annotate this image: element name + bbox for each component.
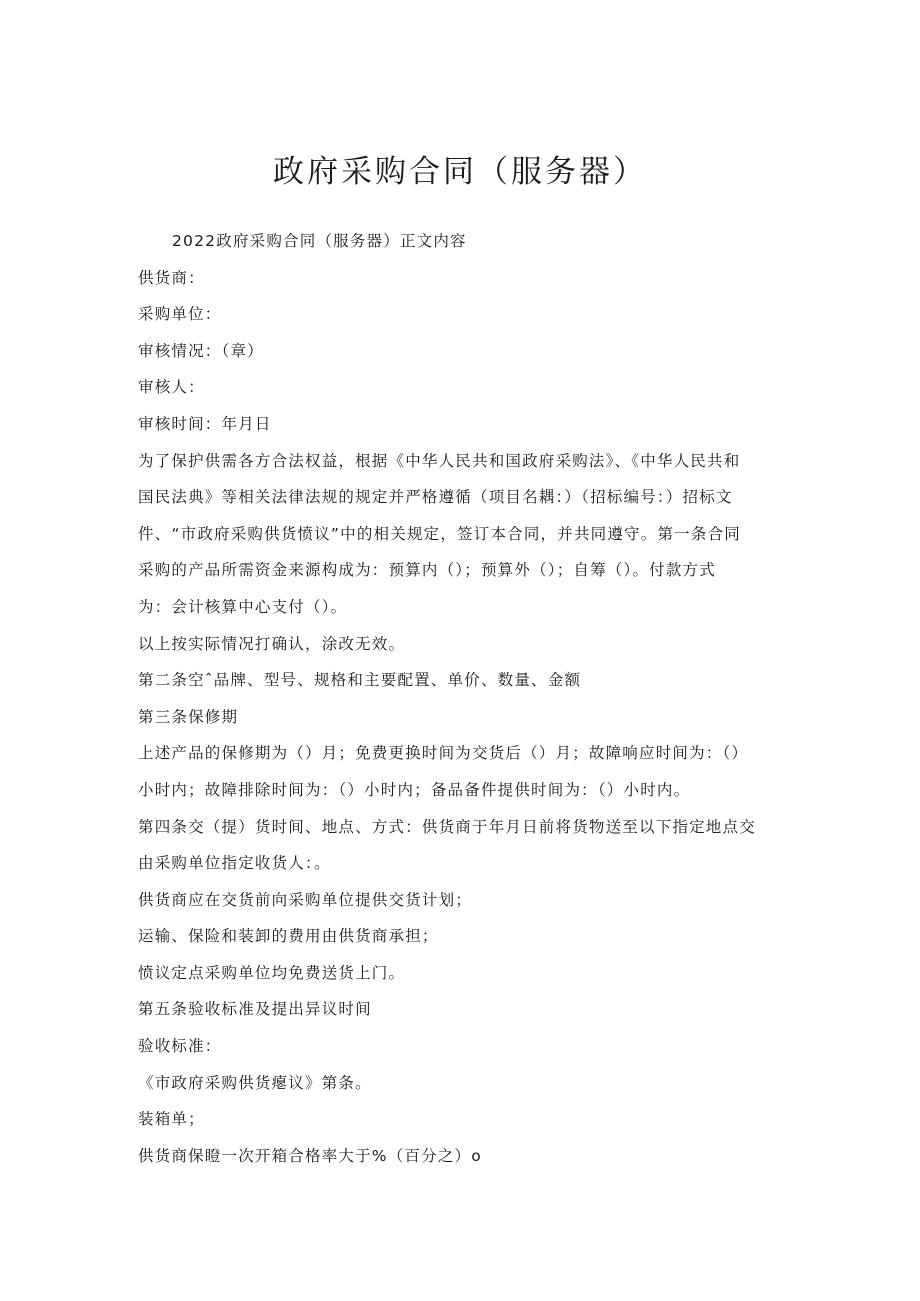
document-body bbox=[138, 228, 778, 1179]
body-line-supplier: 供货商： bbox=[138, 268, 205, 287]
body-line-paragraph-2: 国民法典》等相关法律法规的规定并严格遵循（项目名耦：）（招标编号：）招标文 bbox=[138, 488, 733, 507]
body-line-delivery-plan: 供货商应在交货前向采购单位提供交货计划； bbox=[138, 890, 473, 909]
body-line-warranty-2: 小时内；故障排除时间为：（）小时内；备品备件提供时间为：（）小时内。 bbox=[138, 780, 691, 799]
body-line-reviewer: 审核人： bbox=[138, 378, 205, 397]
body-line-article-5: 第五条验收标准及提出异议时间 bbox=[138, 1000, 372, 1019]
body-line-paragraph-5: 为：会计核算中心支付（）。 bbox=[138, 597, 348, 616]
body-line-packing-list: 装箱单； bbox=[138, 1110, 205, 1129]
body-line-article-2: 第二条空ˆ品牌、型号、规格和主要配置、单价、数量、金额 bbox=[138, 671, 582, 690]
body-line-purchaser: 采购单位： bbox=[138, 305, 222, 324]
body-line-paragraph-1: 为了保护供需各方合法权益，根据《中华人民共和国政府采购法》、《中华人民共和 bbox=[138, 451, 741, 470]
body-line-confirmation: 以上按实际情况打确认，涂改无效。 bbox=[138, 634, 406, 653]
body-line-review-time: 审核时间：年月日 bbox=[138, 414, 272, 433]
body-line-article-3: 第三条保修期 bbox=[138, 707, 239, 726]
body-line-free-delivery: 愤议定点采购单位均免费送货上门。 bbox=[138, 963, 406, 982]
body-line-intro: 2022政府采购合同（服务器）正文内容 bbox=[172, 232, 467, 250]
body-line-acceptance-standard: 验收标准： bbox=[138, 1037, 222, 1056]
body-line-paragraph-4: 采购的产品所需资金来源构成为：预算内（）；预算外（）；自筹（）。付款方式 bbox=[138, 561, 716, 580]
body-line-article-4: 第四条交（提）货时间、地点、方式：供货商于年月日前将货物送至以下指定地点交 bbox=[138, 817, 756, 836]
body-line-agreement-clause: 《市政府采购供货瘪议》第条。 bbox=[138, 1073, 372, 1092]
body-line-delivery-recipient: 由采购单位指定收货人：。 bbox=[138, 854, 331, 873]
body-line-transport-cost: 运输、保险和装卸的费用由供货商承担； bbox=[138, 927, 439, 946]
document-title: 政府采购合同（服务器） bbox=[273, 154, 647, 190]
body-line-paragraph-3: 件、“市政府采购供货愤议”中的相关规定，签订本合同，并共同遵守。第一条合同 bbox=[138, 524, 741, 543]
body-line-review-status: 审核情况：（章） bbox=[138, 341, 264, 360]
body-line-warranty-1: 上述产品的保修期为（）月；免费更换时间为交货后（）月；故障响应时间为：（） bbox=[138, 744, 749, 763]
body-line-pass-rate: 供货商保瞪一次开箱合格率大于%（百分之）o bbox=[138, 1146, 482, 1165]
